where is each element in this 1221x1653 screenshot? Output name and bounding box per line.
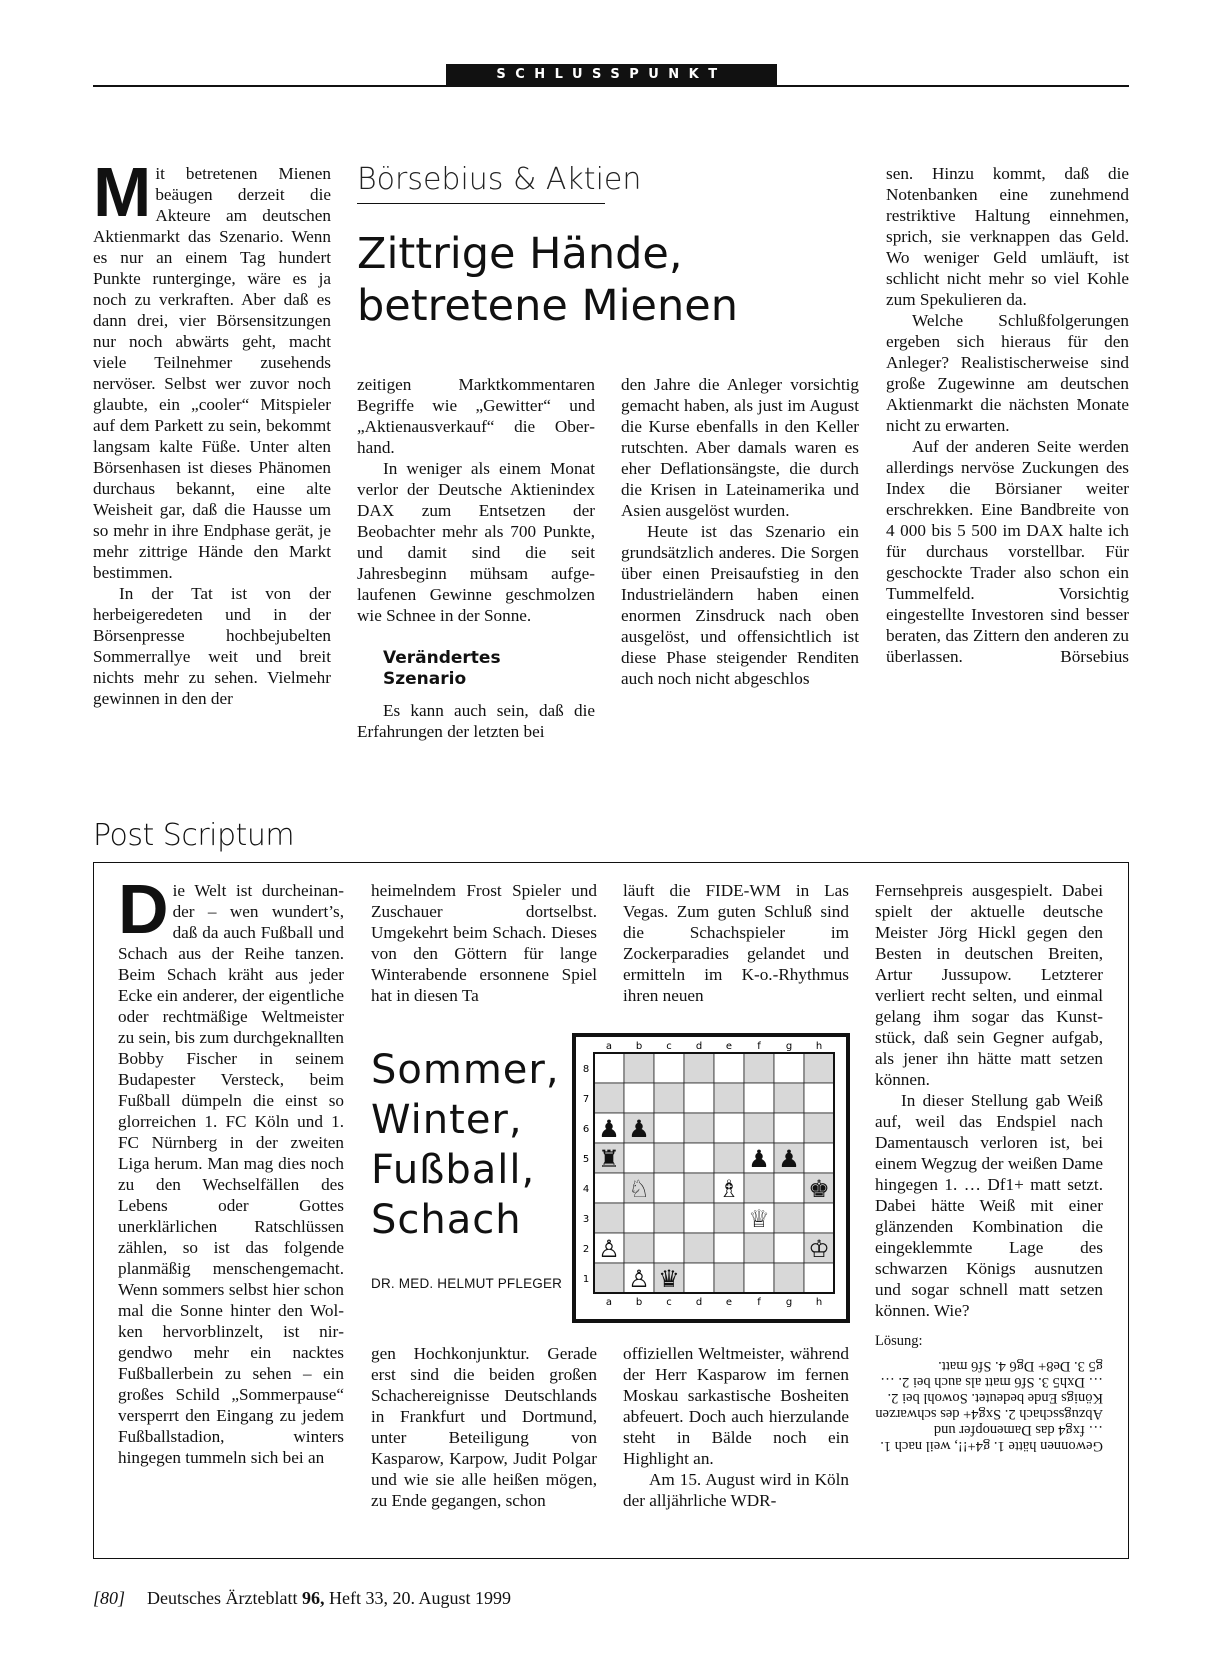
board-square [684, 1233, 714, 1263]
chess-piece: ♟ [748, 1145, 770, 1173]
board-square [744, 1083, 774, 1113]
chess-piece: ♚ [808, 1175, 830, 1203]
chess-piece: ♟ [598, 1115, 620, 1143]
board-square [624, 1053, 654, 1083]
article1-col1-paragraph2: In der Tat ist von der herbeigeredeten und in der Börsenpresse hochbejubelten Sommerrallye weit und breit nichts mehr zu sehen. Vielmehr gewinnen in den der [93, 584, 331, 708]
board-square [624, 1203, 654, 1233]
article1-column-4 [886, 163, 1129, 667]
board-square [804, 1263, 834, 1293]
file-label-bottom: h [815, 1297, 823, 1308]
board-square [594, 1203, 624, 1233]
article2-col3-bottom-paragraph1: offiziellen Weltmeister, während der Herr Kasparow im fernen Moskau sarkastische Bosheiten abfeuert. Doch auch hierzulande steht in Bälde noch ein Highlight an. [623, 1344, 849, 1468]
chessboard-svg [576, 1037, 846, 1319]
rank-label: 1 [582, 1274, 590, 1285]
board-square [744, 1263, 774, 1293]
solution-upside-down: Gewonnen hätte 1. g4+!!, weil nach 1. … fxg4 das Damenopfer und Abzugsschach 2. Sxg4+ des schwarzen Königs Ende bedeutet. Sowohl bei 2. … Dxh5 3. Sf6 matt als auch bei 2. … g5 3. De8+ Dg6 4. Sf6 matt. [875, 1358, 1103, 1454]
board-square [804, 1053, 834, 1083]
board-square [774, 1203, 804, 1233]
drop-cap-d: D [118, 870, 169, 948]
board-square [714, 1263, 744, 1293]
file-label-top: f [757, 1041, 761, 1052]
article1-headline [357, 228, 857, 332]
page-number: [80] [93, 1588, 126, 1608]
board-square [774, 1263, 804, 1293]
article1-col4-paragraph3-text: Auf der anderen Seite werden allerdings nervöse Zuckungen des Index die Börsianer weiter erschrekken. Eine Bandbreite von 4 000 bis 5 500 im DAX halte ich für durchaus vorstellbar. Für geschockte Trader also schon ein Tummelfeld. Vorsichtig eingestellte Investoren sind besser beraten, das Zittern den anderen zu überlassen. [886, 437, 1129, 666]
chess-piece: ♗ [718, 1175, 740, 1203]
chess-diagram [572, 1033, 850, 1323]
file-label-bottom: e [725, 1297, 733, 1308]
article1-col1-paragraph1: it betretenen Mienen beäugen derzeit die Akteure am deutschen Aktienmarkt das Szenario. Wenn es nur an einem Tag hundert Punkte runterginge, wäre es ja noch zu verkraften. Aber daß es dann drei, vier Börsensitzungen nur noch abwärts geht, macht viele Teilnehmer zusehends nervöser. Selbst wer zuvor noch glaubte, ein „cooler“ Mitspieler auf dem Parkett zu sein, bekommt langsam kalte Füße. Unter alten Börsenhasen ist dieses Phänomen durchaus bekannt, eine alte Weisheit gar, daß die Hausse um so mehr in ihre Endphase gerät, je mehr zittrige Hände den Markt bestimmen. [93, 164, 331, 582]
rank-label: 5 [582, 1154, 590, 1165]
author-byline: DR. MED. HELMUT PFLEGER [371, 1276, 563, 1291]
board-square [594, 1263, 624, 1293]
board-square [804, 1113, 834, 1143]
board-square [684, 1143, 714, 1173]
board-square [684, 1113, 714, 1143]
headline-line-1: Zittrige Hände, [357, 229, 683, 279]
chess-piece: ♛ [658, 1265, 680, 1293]
rank-label: 7 [582, 1094, 590, 1105]
journal-issue: Heft 33, 20. August 1999 [328, 1588, 511, 1608]
board-square [714, 1113, 744, 1143]
article1-signature: Börsebius [1060, 647, 1129, 666]
rank-label: 6 [582, 1124, 590, 1135]
article2-col2-bottom-text: gen Hochkonjunktur. Gerade erst sind die beiden großen Schachereignisse Deutschlands in Frankfurt und Dortmund, unter Beteiligung von Kasparow, Karpow, Judit Polgar und wie sie alle heißen mögen, zu Ende gegangen, schon [371, 1344, 597, 1510]
chess-piece: ♜ [598, 1145, 620, 1173]
kicker-underline [357, 203, 605, 204]
board-square [774, 1083, 804, 1113]
board-square [804, 1083, 834, 1113]
board-square [684, 1173, 714, 1203]
board-square [714, 1203, 744, 1233]
file-label-bottom: f [757, 1297, 761, 1308]
article2-headline-line-2: Winter, [371, 1097, 523, 1143]
board-square [774, 1233, 804, 1263]
board-square [774, 1173, 804, 1203]
article1-column-1 [93, 153, 331, 709]
board-square [594, 1053, 624, 1083]
article1-col3-paragraph2: Heute ist das Szenario ein grundsätzlich anderes. Die Sorgen über einen Preisaufstieg in den Industrieländern haben einen enormen Zinsdruck nach oben ausgelöst, und offensichtlich ist diese Phase steigender Renditen auch noch nicht abgeschlos [621, 522, 859, 688]
file-label-bottom: a [605, 1297, 613, 1308]
article2-col2-top-text: heimelndem Frost Spieler und Zuschauer dortselbst. Umgekehrt beim Schach. Dieses von den Göttern für lange Winterabende ersonnene Spiel hat in diesen Ta [371, 881, 597, 1005]
article1-column-3 [621, 374, 859, 689]
article2-headline-line-4: Schach [371, 1197, 522, 1243]
board-square [804, 1143, 834, 1173]
file-label-bottom: c [666, 1297, 672, 1308]
article2-headline [371, 1045, 560, 1245]
article2-headline-line-1: Sommer, [371, 1047, 560, 1093]
article1-col4-paragraph3 [886, 436, 1129, 667]
board-square [594, 1083, 624, 1113]
file-label-top: e [725, 1041, 733, 1052]
article2-column-3-top [623, 880, 849, 1006]
article2-column-4 [875, 880, 1103, 1454]
board-square [714, 1143, 744, 1173]
chess-piece: ♔ [808, 1235, 830, 1263]
article2-column-2-bottom [371, 1343, 597, 1511]
article2-col1-text: ie Welt ist durcheinander – wen wundert’s, daß da auch Fußball und Schach aus der Reihe tanzen. Beim Schach kräht aus jeder Ecke ein anderer, der eigentliche oder rechtmäßige Weltmeister zu sein, bis zum durchgeknallten Bobby Fischer in seinem Budapester Versteck, beim Fußball dümpeln die einst so glorreichen 1. FC Köln und 1. FC Nürnberg in der zweiten Liga herum. Man mag dies noch zu den Wechselfällen des Lebens oder Gottes unerklärlichen Ratschlüssen zählen, so ist das folgende planmäßig menschengemacht. Wenn sommers selbst hier schon mal die Sonne hinter den Wolken hervorblinzelt, ist nirgendwo mehr ein nacktes Fußballerbein zu sehen – ein großes Schild „Sommerpause“ versperrt den Eingang zu jedem Fußballstadion, winters hingegen tummeln sich bei an [118, 881, 344, 1467]
file-label-top: b [635, 1041, 643, 1052]
rank-label: 8 [582, 1064, 590, 1075]
board-square [684, 1083, 714, 1113]
file-label-top: c [666, 1041, 672, 1052]
journal-volume: 96, [301, 1588, 325, 1608]
board-square [654, 1173, 684, 1203]
article2-column-3-bottom [623, 1343, 849, 1511]
chess-piece: ♙ [628, 1265, 650, 1293]
file-label-top: a [605, 1041, 613, 1052]
post-scriptum-title: Post Scriptum [93, 818, 295, 853]
article1-col2-paragraph1: zeitigen Marktkommentaren Begriffe wie „Gewitter“ und „Aktienausverkauf“ die Oberhand. [357, 375, 595, 457]
article1-column-2 [357, 374, 595, 742]
article1-col4-paragraph2: Welche Schlußfolgerungen ergeben sich hieraus für den Anleger? Realistischerweise sind große Zugewinne am deutschen Aktienmarkt die nächsten Monate nicht zu erwarten. [886, 311, 1129, 435]
file-label-bottom: d [695, 1297, 703, 1308]
article1-col4-paragraph1: sen. Hinzu kommt, daß die Notenbanken eine zunehmend restriktive Haltung einnehmen, sprich, sie verknappen das Geld. Wo weniger Geld umläuft, ist schlicht nicht mehr so viel Kohle zum Spekulieren da. [886, 164, 1129, 309]
file-label-top: d [695, 1041, 703, 1052]
rank-label: 2 [582, 1244, 590, 1255]
chess-piece: ♙ [598, 1235, 620, 1263]
board-square [624, 1083, 654, 1113]
chess-piece: ♘ [628, 1175, 650, 1203]
board-square [624, 1143, 654, 1173]
board-square [744, 1173, 774, 1203]
rank-label: 3 [582, 1214, 590, 1225]
file-label-top: h [815, 1041, 823, 1052]
board-square [624, 1233, 654, 1263]
file-label-bottom: g [785, 1297, 793, 1308]
board-square [654, 1083, 684, 1113]
board-square [684, 1053, 714, 1083]
board-square [714, 1233, 744, 1263]
subheading-line-2: Szenario [383, 669, 467, 689]
chess-piece: ♟ [628, 1115, 650, 1143]
board-square [654, 1233, 684, 1263]
journal-name: Deutsches Ärzteblatt [147, 1588, 298, 1608]
article2-col3-bottom-paragraph2: Am 15. August wird in Köln der alljährliche WDR- [623, 1470, 849, 1510]
article2-column-1 [118, 870, 344, 1468]
article1-col2-paragraph2: In weniger als einem Monat verlor der Deutsche Aktienindex DAX zum Entsetzen der Beobachter mehr als 700 Punkte, und damit sind die seit Jahresbeginn mühsam aufgelaufenen Gewinne geschmolzen wie Schnee in der Sonne. [357, 459, 595, 625]
board-square [774, 1113, 804, 1143]
board-square [594, 1173, 624, 1203]
board-square [744, 1113, 774, 1143]
board-square [654, 1053, 684, 1083]
article2-col4-paragraph2: In dieser Stellung gab Weiß auf, weil das Endspiel nach Damentausch verloren ist, bei einem Wegzug der weißen Dame hingegen 1. … Df1+ matt setzt. Dabei hätte Weiß mit einer glänzenden Kombination die eingeklemmte Lage des schwarzen Königs ausnutzen und sogar schnell matt setzen können. Wie? [875, 1091, 1103, 1320]
article2-headline-line-3: Fußball, [371, 1147, 536, 1193]
article2-col3-top-text: läuft die FIDE-WM in Las Vegas. Zum guten Schluß sind die Schachspieler im Zockerparadies gelandet und ermitteln im K-o.-Rhythmus ihren neuen [623, 881, 849, 1005]
article1-kicker: Börsebius & Aktien [357, 162, 642, 197]
article1-col2-paragraph3: Es kann auch sein, daß die Erfahrungen der letzten bei [357, 701, 595, 741]
board-square [684, 1263, 714, 1293]
board-square [714, 1053, 744, 1083]
file-label-bottom: b [635, 1297, 643, 1308]
article2-column-2-top [371, 880, 597, 1006]
subheading-line-1: Verändertes [383, 648, 501, 668]
board-square [804, 1203, 834, 1233]
drop-cap-m: M [93, 153, 152, 231]
rank-label: 4 [582, 1184, 590, 1195]
board-square [684, 1203, 714, 1233]
board-square [654, 1113, 684, 1143]
board-square [774, 1053, 804, 1083]
board-square [654, 1203, 684, 1233]
file-label-top: g [785, 1041, 793, 1052]
chess-piece: ♟ [778, 1145, 800, 1173]
section-banner: SCHLUSSPUNKT [446, 64, 777, 86]
article2-col4-paragraph1: Fernsehpreis ausgespielt. Dabei spielt der aktuelle deutsche Meister Jörg Hickl gegen den Besten in deutschen Breiten, Artur Jussupow. Letzterer verliert recht selten, und einmal gelang ihm sogar das Kunststück, daß sein Gegner aufgab, als jener ihn hätte matt setzen können. [875, 881, 1103, 1089]
headline-line-2: betretene Mienen [357, 281, 738, 331]
solution-label: Lösung: [875, 1333, 923, 1349]
article1-col3-paragraph1: den Jahre die Anleger vorsichtig gemacht haben, als just im August die Kurse ebenfalls in den Keller rutschten. Aber damals waren es eher Deflationsängste, die durch die Krisen in Lateinamerika und Asien ausgelöst wurden. [621, 375, 859, 520]
board-square [744, 1053, 774, 1083]
board-square [714, 1083, 744, 1113]
chess-piece: ♕ [748, 1205, 770, 1233]
board-square [744, 1233, 774, 1263]
subheading [383, 648, 595, 690]
board-square [654, 1143, 684, 1173]
page-footer [93, 1588, 511, 1609]
